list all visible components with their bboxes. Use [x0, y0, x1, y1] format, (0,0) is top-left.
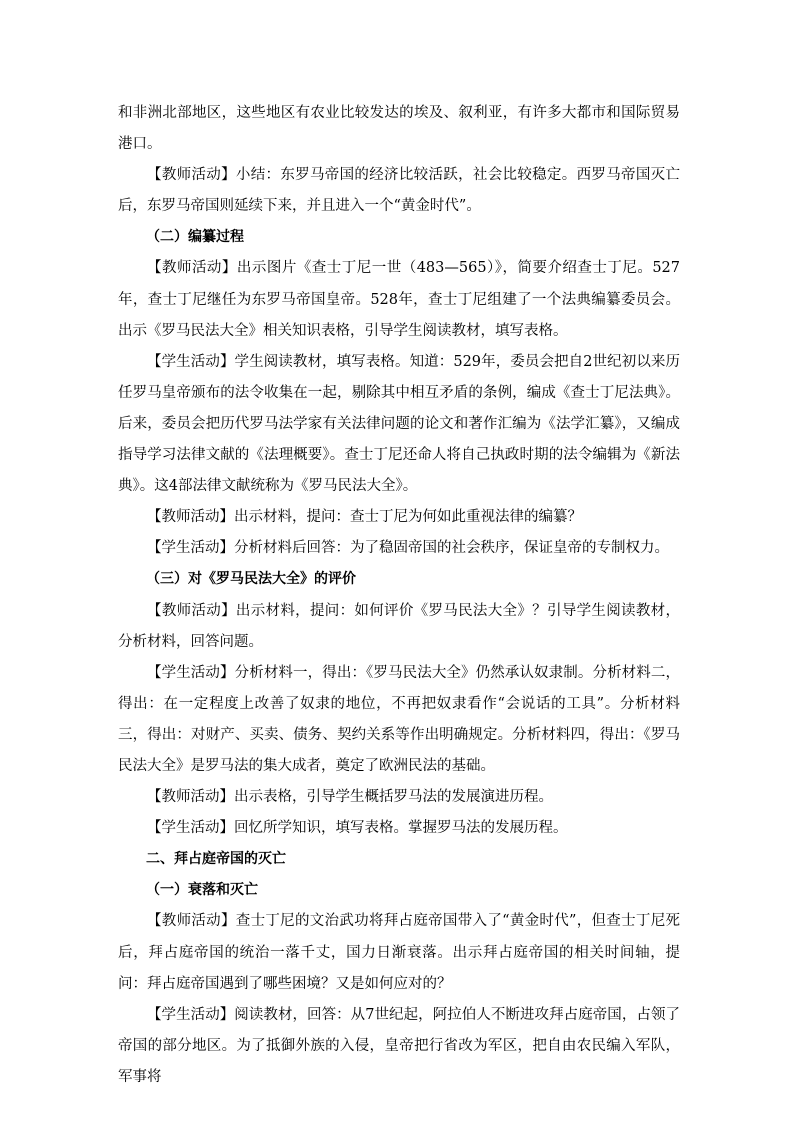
- body-paragraph: 【教师活动】查士丁尼的文治武功将拜占庭帝国带入了“黄金时代”，但查士丁尼死后，拜占庭帝国的统治一落千丈，国力日渐衰落。出示拜占庭帝国的相关时间轴，提问：拜占庭帝国遇到了哪些困境？又是如何应对的？: [118, 913, 680, 992]
- body-paragraph: 【教师活动】出示材料，提问：如何评价《罗马民法大全》？引导学生阅读教材，分析材料，回答问题。: [118, 602, 680, 650]
- section-heading: （一）衰落和灭亡: [146, 882, 258, 899]
- body-paragraph: 【教师活动】出示材料，提问：查士丁尼为何如此重视法律的编纂？: [147, 509, 582, 526]
- body-paragraph: 【学生活动】阅读教材，回答：从7世纪起，阿拉伯人不断进攻拜占庭帝国，占领了帝国的部分地区。为了抵御外族的入侵，皇帝把行省改为军区，把自由农民编入军队，军事将: [118, 1006, 680, 1085]
- body-paragraph: 【学生活动】分析材料一，得出：《罗马民法大全》仍然承认奴隶制。分析材料二，得出：在一定程度上改善了奴隶的地位，不再把奴隶看作“会说话的工具”。分析材料三，得出：对财产、买卖、债务、契约关系等作出明确规定。分析材料四，得出：《罗马民法大全》是罗马法的集大成者，奠定了欧洲民法的基础。: [118, 664, 680, 774]
- body-paragraph: 【教师活动】小结：东罗马帝国的经济比较活跃，社会比较稳定。西罗马帝国灭亡后，东罗马帝国则延续下来，并且进入一个“黄金时代”。: [118, 167, 680, 215]
- section-heading: 二、拜占庭帝国的灭亡: [146, 851, 286, 868]
- body-paragraph: 【学生活动】分析材料后回答：为了稳固帝国的社会秩序，保证皇帝的专制权力。: [147, 540, 669, 557]
- document-body: [118, 98, 680, 1093]
- section-heading: （三）对《罗马民法大全》的评价: [146, 571, 356, 588]
- body-paragraph: 【学生活动】回忆所学知识，填写表格。掌握罗马法的发展历程。: [147, 820, 568, 837]
- body-paragraph: 【学生活动】学生阅读教材，填写表格。知道：529年，委员会把自2世纪初以来历任罗马皇帝颁布的法令收集在一起，剔除其中相互矛盾的条例，编成《查士丁尼法典》。后来，委员会把历代罗马法学家有关法律问题的论文和著作汇编为《法学汇纂》，又编成指导学习法律文献的《法理概要》。查士丁尼还命人将自己执政时期的法令编辑为《新法典》。这4部法律文献统称为《罗马民法大全》。: [118, 353, 680, 495]
- body-paragraph: 【教师活动】出示表格，引导学生概括罗马法的发展演进历程。: [147, 789, 553, 806]
- body-paragraph: 和非洲北部地区，这些地区有农业比较发达的埃及、叙利亚，有许多大都市和国际贸易港口。: [118, 105, 680, 153]
- section-heading: （二）编纂过程: [146, 229, 244, 246]
- body-paragraph: 【教师活动】出示图片《查士丁尼一世（483—565）》，简要介绍查士丁尼。527年，查士丁尼继任为东罗马帝国皇帝。528年，查士丁尼组建了一个法典编纂委员会。出示《罗马民法大全》相关知识表格，引导学生阅读教材，填写表格。: [118, 260, 680, 339]
